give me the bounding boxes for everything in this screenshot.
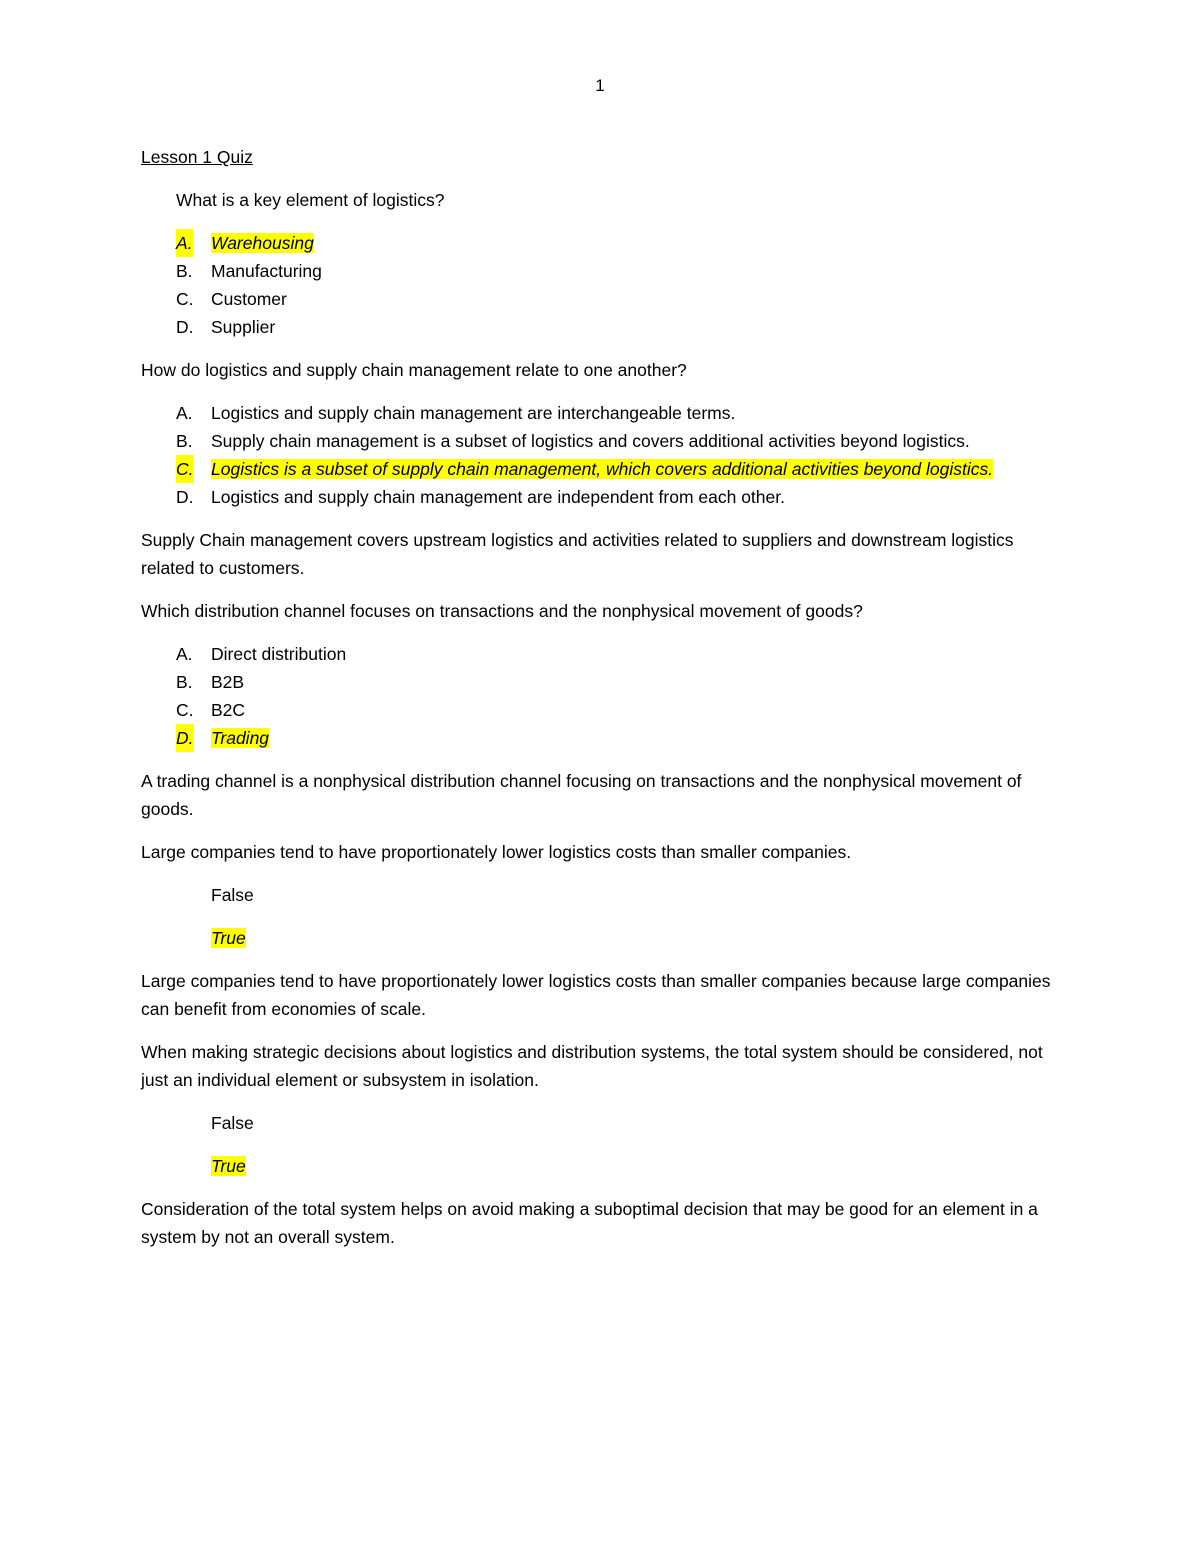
answer-true-correct: True: [211, 928, 246, 948]
answer-false: False: [211, 1113, 254, 1133]
option-c-correct: C. Logistics is a subset of supply chain management, which covers additional activities beyond logistics.: [141, 455, 1061, 483]
question-5: When making strategic decisions about logistics and distribution systems, the total system should be considered, not just an individual element or subsystem in isolation.: [141, 1042, 1043, 1090]
option-d: D. Logistics and supply chain management are independent from each other.: [176, 487, 785, 507]
option-b: B. B2B: [176, 672, 245, 692]
quiz-title: Lesson 1 Quiz: [141, 147, 253, 167]
question-3-explanation: A trading channel is a nonphysical distribution channel focusing on transactions and the nonphysical movement of goods.: [141, 771, 1022, 819]
question-4: Large companies tend to have proportionately lower logistics costs than smaller companies.: [141, 842, 852, 862]
option-b: B. Supply chain management is a subset of logistics and covers additional activities beyond logistics.: [176, 431, 970, 451]
question-3: Which distribution channel focuses on transactions and the nonphysical movement of goods?: [141, 601, 863, 621]
page-number: 1: [595, 76, 605, 95]
option-a: A. Direct distribution: [176, 644, 347, 664]
answer-false: False: [211, 885, 254, 905]
question-5-explanation: Consideration of the total system helps on avoid making a suboptimal decision that may be good for an element in a system by not an overall system.: [141, 1199, 1038, 1247]
document-body: [141, 143, 1061, 1266]
question-4-explanation: Large companies tend to have proportionately lower logistics costs than smaller companies because large companies can benefit from economies of scale.: [141, 971, 1051, 1019]
question-2-explanation: Supply Chain management covers upstream logistics and activities related to suppliers and downstream logistics related to customers.: [141, 530, 1014, 578]
option-b: B. Manufacturing: [176, 261, 322, 281]
question-2-options: [141, 399, 1061, 511]
option-a: A. Logistics and supply chain management are interchangeable terms.: [176, 403, 736, 423]
option-a-correct: A. Warehousing: [141, 229, 1061, 257]
question-2: How do logistics and supply chain management relate to one another?: [141, 360, 687, 380]
answer-true-correct: True: [211, 1156, 246, 1176]
question-1-options: [141, 229, 1061, 341]
option-c: C. B2C: [176, 700, 246, 720]
option-d-correct: D. Trading: [141, 724, 1061, 752]
option-c: C. Customer: [176, 289, 287, 309]
option-d: D. Supplier: [176, 317, 276, 337]
question-1: What is a key element of logistics?: [176, 190, 445, 210]
question-3-options: [141, 640, 1061, 752]
